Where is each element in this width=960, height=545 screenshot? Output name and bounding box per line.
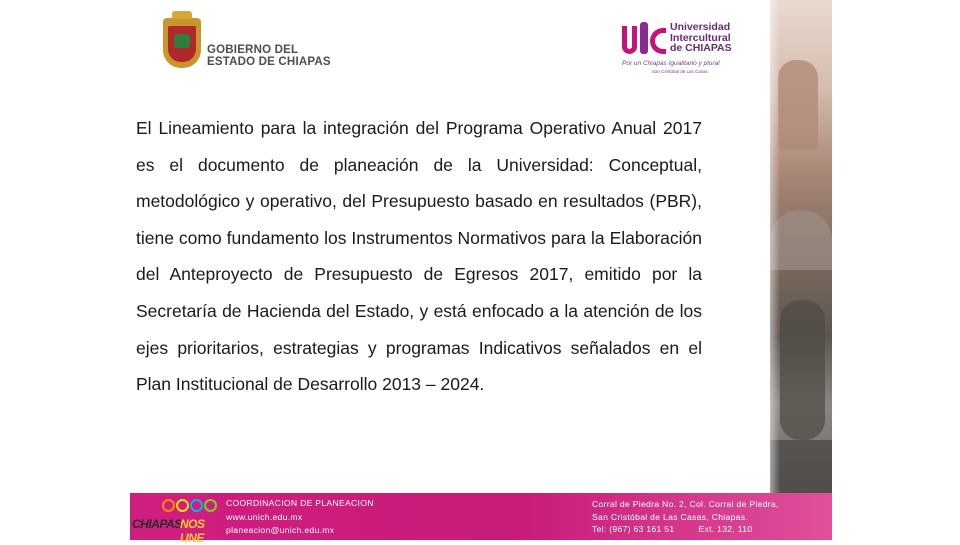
colored-circles-icon: [162, 499, 218, 515]
government-logo-text: GOBIERNO DEL ESTADO DE CHIAPAS: [207, 44, 331, 68]
unich-logo-title: Universidad Intercultural de CHIAPAS: [670, 21, 732, 54]
chiapas-nos-une-logo: [132, 497, 224, 545]
brand-nos-une: NOS UNE: [180, 517, 205, 545]
footer-bar: [130, 493, 832, 545]
website-link[interactable]: www.unich.edu.mx: [226, 511, 303, 522]
phone-extension: Ext. 132, 110: [698, 524, 753, 535]
brand-chiapas: CHIAPAS: [132, 517, 182, 531]
unich-logo: [622, 16, 762, 78]
address-line-2: San Cristóbal de Las Casas, Chiapas.: [592, 511, 749, 522]
coat-of-arms-icon: [163, 18, 201, 68]
unich-tagline: Por un Chiapas Igualitario y plural: [622, 60, 720, 67]
main-paragraph: El Lineamiento para la integración del Programa Operativo Anual 2017 es el documento de planeación de la Universidad: Conceptual, metodológico y operativo, del Presupuesto basado en resultados (PBR), tiene como fundamento los Instrumentos Normativos para la Elaboración del Anteproyecto de Presupuesto de Egresos 2017, emitido por la Secretaría de Hacienda del Estado, y está enfocado a la atención de los ejes prioritarios, estrategias y programas Indicativos señalados en el Plan Institucional de Desarrollo 2013 – 2024.: [136, 118, 702, 395]
footer-contact-left: [226, 497, 426, 538]
department-name: COORDINACION DE PLANEACION: [226, 498, 374, 508]
address-line-1: Corral de Piedra No. 2, Col. Corral de Piedra,: [592, 499, 779, 509]
unich-campus: San Cristóbal de Las Casas: [652, 69, 708, 74]
phone-number: Tel: (967) 63 161 51: [592, 524, 675, 535]
chiapas-government-logo: [163, 12, 333, 74]
phone-line: [592, 523, 828, 536]
email-link[interactable]: planeacion@unich.edu.mx: [226, 525, 335, 536]
unich-mark-icon: [622, 22, 666, 58]
footer-address: [592, 498, 828, 536]
